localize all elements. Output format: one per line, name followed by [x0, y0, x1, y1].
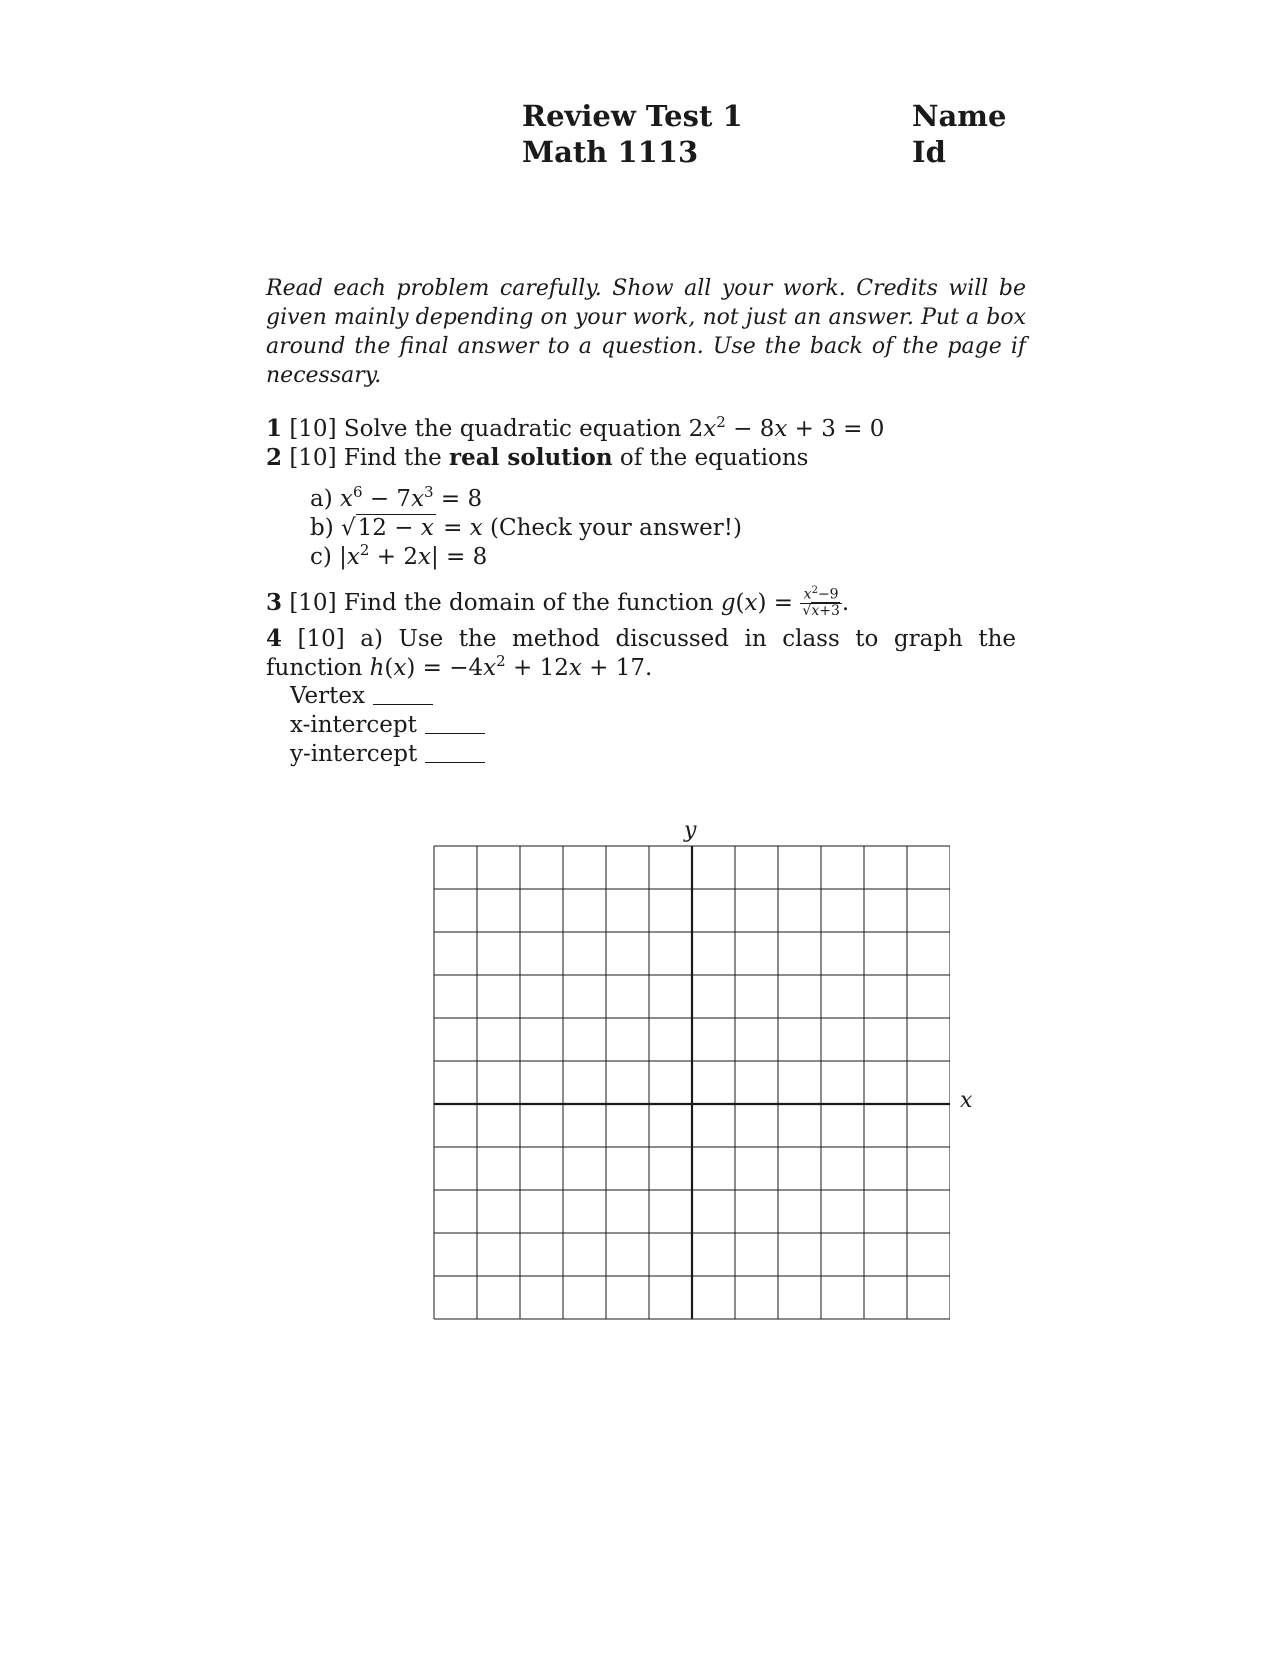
problem-2a	[310, 485, 482, 514]
problem-3-text: Find the domain of the function	[343, 590, 714, 616]
problem-2-text-bold: real solution	[449, 444, 613, 471]
test-title	[522, 98, 743, 170]
y-axis-label: y	[684, 818, 697, 843]
problem-2-text-before: Find the	[343, 445, 442, 471]
problem-1-equation: $2x^2 - 8x + 3 = 0$	[688, 413, 885, 442]
problem-2-number: 2	[266, 444, 283, 471]
x-axis-label: x	[960, 1088, 973, 1113]
problem-2b-equation: √12 − x = x	[341, 515, 483, 541]
problem-4-points: [10]	[297, 626, 345, 652]
x-intercept-blank[interactable]	[425, 733, 485, 734]
problem-2c	[310, 543, 487, 572]
problem-2b-label: b)	[310, 515, 334, 541]
student-fields	[912, 98, 1006, 170]
problem-3-number: 3	[266, 589, 283, 616]
vertex-field	[290, 682, 433, 711]
problem-3-function: g(x) = $\frac{x^2-9}{√x+3}$ .	[720, 585, 850, 619]
vertex-blank[interactable]	[373, 704, 433, 705]
problem-4-number: 4	[266, 625, 283, 652]
problem-1-points: [10]	[289, 416, 337, 442]
problem-1-text: Solve the quadratic equation	[343, 416, 682, 442]
problem-2	[266, 443, 808, 473]
problem-2b-note: (Check your answer!)	[490, 515, 742, 541]
problem-4	[266, 624, 1016, 683]
y-intercept-label: y-intercept	[290, 741, 418, 767]
problem-2c-equation: $|x^2 + 2x| = 8$	[339, 541, 488, 570]
y-intercept-field	[290, 740, 485, 769]
problem-2a-label: a)	[310, 486, 333, 512]
problem-3-points: [10]	[289, 590, 337, 616]
problem-1-number: 1	[266, 415, 283, 442]
problem-1	[266, 414, 884, 444]
problem-2b	[310, 514, 742, 543]
name-label: Name	[912, 99, 1007, 133]
id-label: Id	[912, 135, 946, 169]
problem-4-function: $h(x) = -4x^2 + 12x + 17$.	[369, 652, 653, 681]
test-title-line2: Math 1113	[522, 135, 699, 169]
instructions: Read each problem carefully. Show all your work. Credits will be given mainly depending on your work, not just an answer. Put a box around the final answer to a question. Use the back of the page if necessary.	[266, 276, 1026, 388]
test-title-line1: Review Test 1	[522, 99, 743, 133]
x-intercept-label: x-intercept	[290, 712, 417, 738]
y-intercept-blank[interactable]	[425, 762, 485, 763]
graph-grid[interactable]	[430, 842, 950, 1322]
problem-2a-equation: $x^6 - 7x^3 = 8$	[340, 483, 483, 512]
vertex-label: Vertex	[290, 683, 365, 709]
problem-3	[266, 585, 850, 619]
problem-2c-label: c)	[310, 544, 332, 570]
problem-4-text: a) Use the method discussed in class to graph the function	[266, 626, 1017, 681]
grid-lines	[434, 846, 950, 1319]
x-intercept-field	[290, 711, 485, 740]
problem-2-text-after: of the equations	[619, 445, 809, 471]
problem-2-points: [10]	[289, 445, 337, 471]
